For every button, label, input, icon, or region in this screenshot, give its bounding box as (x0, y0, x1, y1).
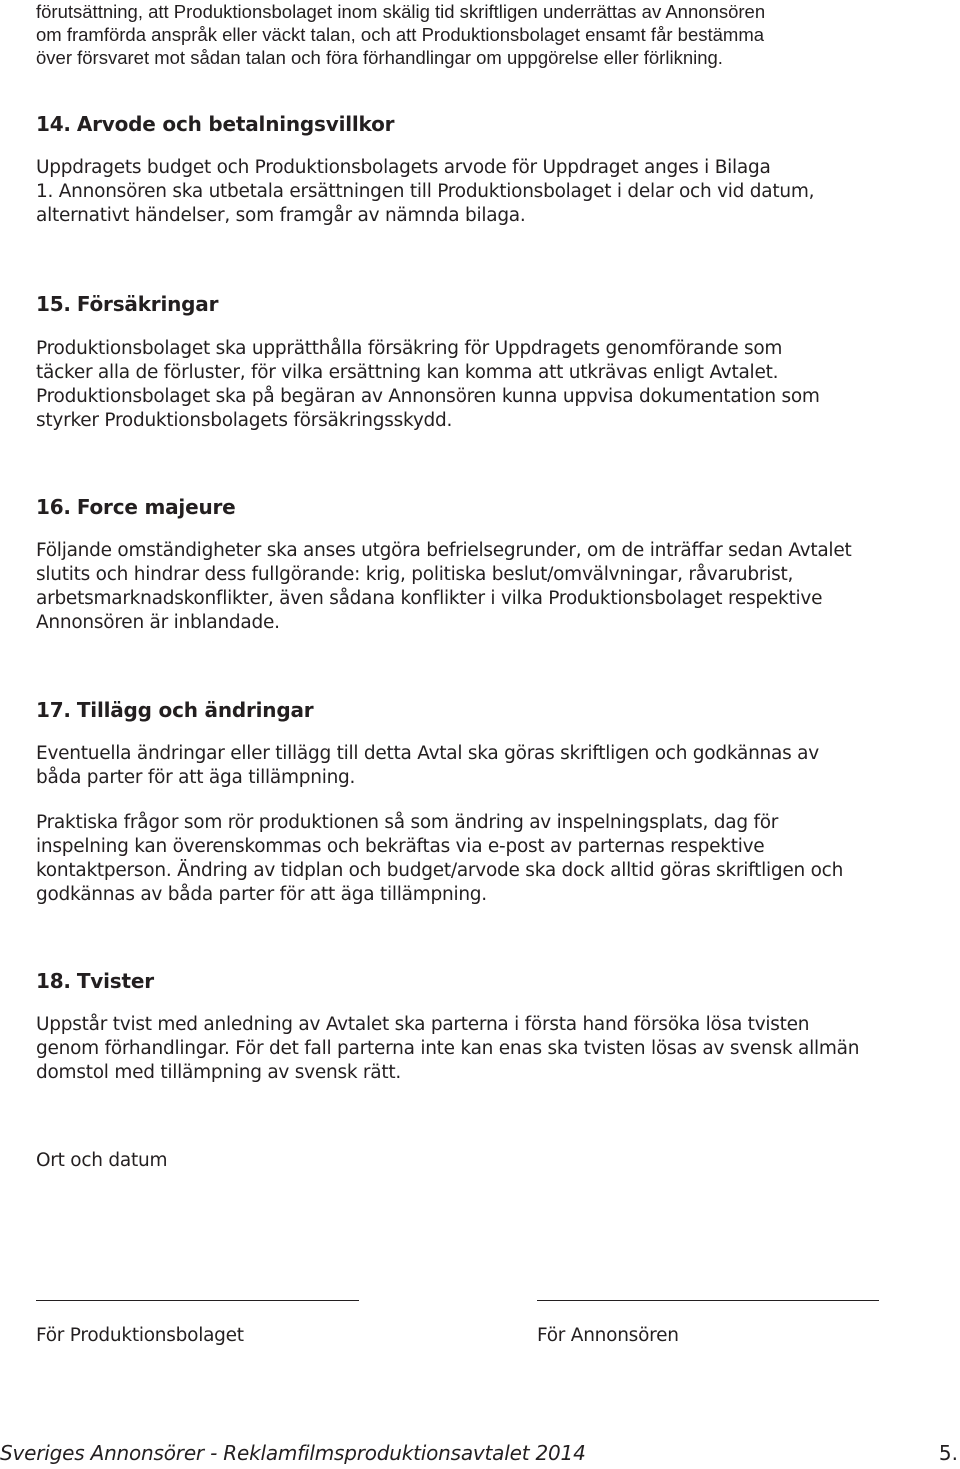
paragraph-line: kontaktperson. Ändring av tidplan och budget/arvode ska dock alltid göras skriftligen och (36, 860, 844, 881)
section-number: 16. (36, 495, 71, 519)
signature-line-producer (36, 1300, 359, 1301)
signature-line-advertiser (537, 1300, 879, 1301)
section-number: 17. (36, 698, 71, 722)
section-14-heading (36, 111, 394, 137)
page-number: 5. (938, 1441, 958, 1465)
paragraph-line: båda parter för att äga tillämpning. (36, 767, 356, 788)
paragraph-line: Uppstår tvist med anledning av Avtalet ska parterna i första hand försöka lösa tvisten (36, 1014, 810, 1035)
section-14-paragraph (36, 156, 926, 228)
paragraph-line: 1. Annonsören ska utbetala ersättningen till Produktionsbolaget i delar och vid datum, (36, 181, 815, 202)
section-17-heading (36, 697, 313, 723)
paragraph-line: Produktionsbolaget ska upprätthålla försäkring för Uppdragets genomförande som (36, 338, 783, 359)
section-15-paragraph (36, 337, 926, 433)
section-18-paragraph (36, 1013, 926, 1085)
paragraph-line: arbetsmarknadskonflikter, även sådana konflikter i vilka Produktionsbolaget respektive (36, 588, 823, 609)
section-title: Arvode och betalningsvillkor (76, 112, 395, 136)
paragraph-line: slutits och hindrar dess fullgörande: krig, politiska beslut/omvälvningar, råvarubrist, (36, 564, 794, 585)
section-number: 15. (36, 292, 71, 316)
place-date-label: Ort och datum (36, 1150, 168, 1171)
section-16-heading (36, 494, 236, 520)
section-title: Tvister (76, 969, 154, 993)
footer-title: Sveriges Annonsörer - Reklamfilmsproduktionsavtalet 2014 (0, 1441, 586, 1465)
intro-line: förutsättning, att Produktionsbolaget inom skälig tid skriftligen underrättas av Annonsören (36, 1, 766, 22)
section-number: 14. (36, 112, 71, 136)
section-16-paragraph (36, 539, 926, 635)
intro-paragraph (36, 0, 926, 69)
paragraph-line: täcker alla de förluster, för vilka ersättning kan komma att utkrävas enligt Avtalet. (36, 362, 779, 383)
paragraph-line: alternativt händelser, som framgår av nämnda bilaga. (36, 205, 526, 226)
paragraph-line: Produktionsbolaget ska på begäran av Annonsören kunna uppvisa dokumentation som (36, 386, 820, 407)
section-17-paragraph-1 (36, 742, 926, 790)
intro-line: över försvaret mot sådan talan och föra förhandlingar om uppgörelse eller förlikning. (36, 47, 723, 68)
intro-line: om framförda anspråk eller väckt talan, och att Produktionsbolaget ensamt får bestämma (36, 24, 765, 45)
paragraph-line: godkännas av båda parter för att äga tillämpning. (36, 884, 487, 905)
paragraph-line: Följande omständigheter ska anses utgöra befrielsegrunder, om de inträffar sedan Avtalet (36, 540, 852, 561)
paragraph-line: Uppdragets budget och Produktionsbolagets arvode för Uppdraget anges i Bilaga (36, 157, 771, 178)
paragraph-line: genom förhandlingar. För det fall parterna inte kan enas ska tvisten lösas av svensk allmän (36, 1038, 860, 1059)
section-title: Tillägg och ändringar (76, 698, 314, 722)
section-title: Force majeure (76, 495, 236, 519)
signature-label-advertiser: För Annonsören (537, 1325, 679, 1346)
section-15-heading (36, 291, 218, 317)
signature-label-producer: För Produktionsbolaget (36, 1325, 244, 1346)
paragraph-line: styrker Produktionsbolagets försäkringsskydd. (36, 410, 453, 431)
section-number: 18. (36, 969, 71, 993)
section-18-heading (36, 968, 154, 994)
paragraph-line: inspelning kan överenskommas och bekräftas via e-post av parternas respektive (36, 836, 765, 857)
section-title: Försäkringar (76, 292, 219, 316)
paragraph-line: Annonsören är inblandade. (36, 612, 280, 633)
paragraph-line: Praktiska frågor som rör produktionen så som ändring av inspelningsplats, dag för (36, 812, 779, 833)
paragraph-line: Eventuella ändringar eller tillägg till detta Avtal ska göras skriftligen och godkännas av (36, 743, 819, 764)
section-17-paragraph-2 (36, 811, 926, 907)
paragraph-line: domstol med tillämpning av svensk rätt. (36, 1062, 402, 1083)
